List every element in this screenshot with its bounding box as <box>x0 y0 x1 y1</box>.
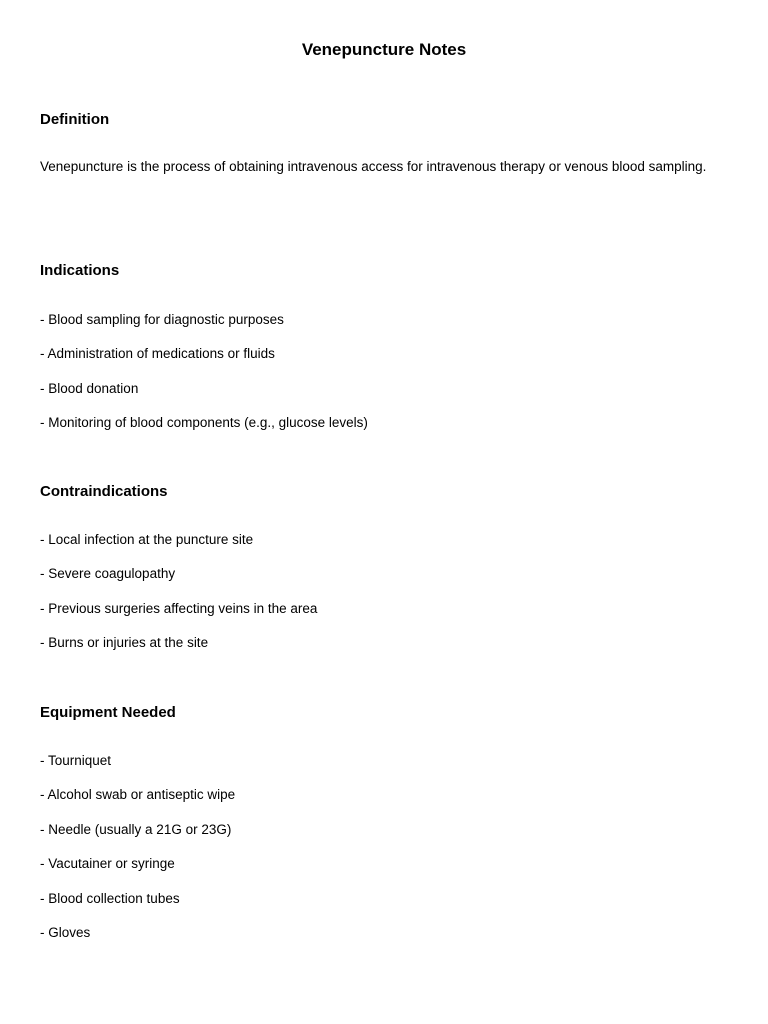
list-item: - Previous surgeries affecting veins in the area <box>40 600 318 616</box>
page-title: Venepuncture Notes <box>301 40 467 59</box>
list-item: - Blood collection tubes <box>40 890 180 906</box>
indications-list <box>40 303 368 441</box>
contraindications-list <box>40 523 317 661</box>
list-item: - Blood donation <box>40 380 139 396</box>
contraindications-heading: Contraindications <box>40 483 168 500</box>
list-item: - Tourniquet <box>40 753 112 768</box>
definition-text: Venepuncture is the process of obtaining intravenous access for intravenous therapy or venous blood sampling. <box>40 159 707 174</box>
list-item: - Burns or injuries at the site <box>40 635 209 651</box>
list-item: - Monitoring of blood components (e.g., glucose levels) <box>40 415 368 431</box>
list-item: - Local infection at the puncture site <box>40 532 254 547</box>
equipment-list <box>40 744 235 950</box>
list-item: - Gloves <box>40 925 91 941</box>
list-item: - Alcohol swab or antiseptic wipe <box>40 787 236 803</box>
list-item: - Vacutainer or syringe <box>40 856 175 872</box>
list-item: - Blood sampling for diagnostic purposes <box>40 312 284 327</box>
definition-heading: Definition <box>40 111 110 128</box>
list-item: - Severe coagulopathy <box>40 566 176 582</box>
list-item: - Needle (usually a 21G or 23G) <box>40 821 232 837</box>
indications-heading: Indications <box>40 262 120 279</box>
list-item: - Administration of medications or fluids <box>40 346 275 362</box>
equipment-heading: Equipment Needed <box>40 704 176 721</box>
